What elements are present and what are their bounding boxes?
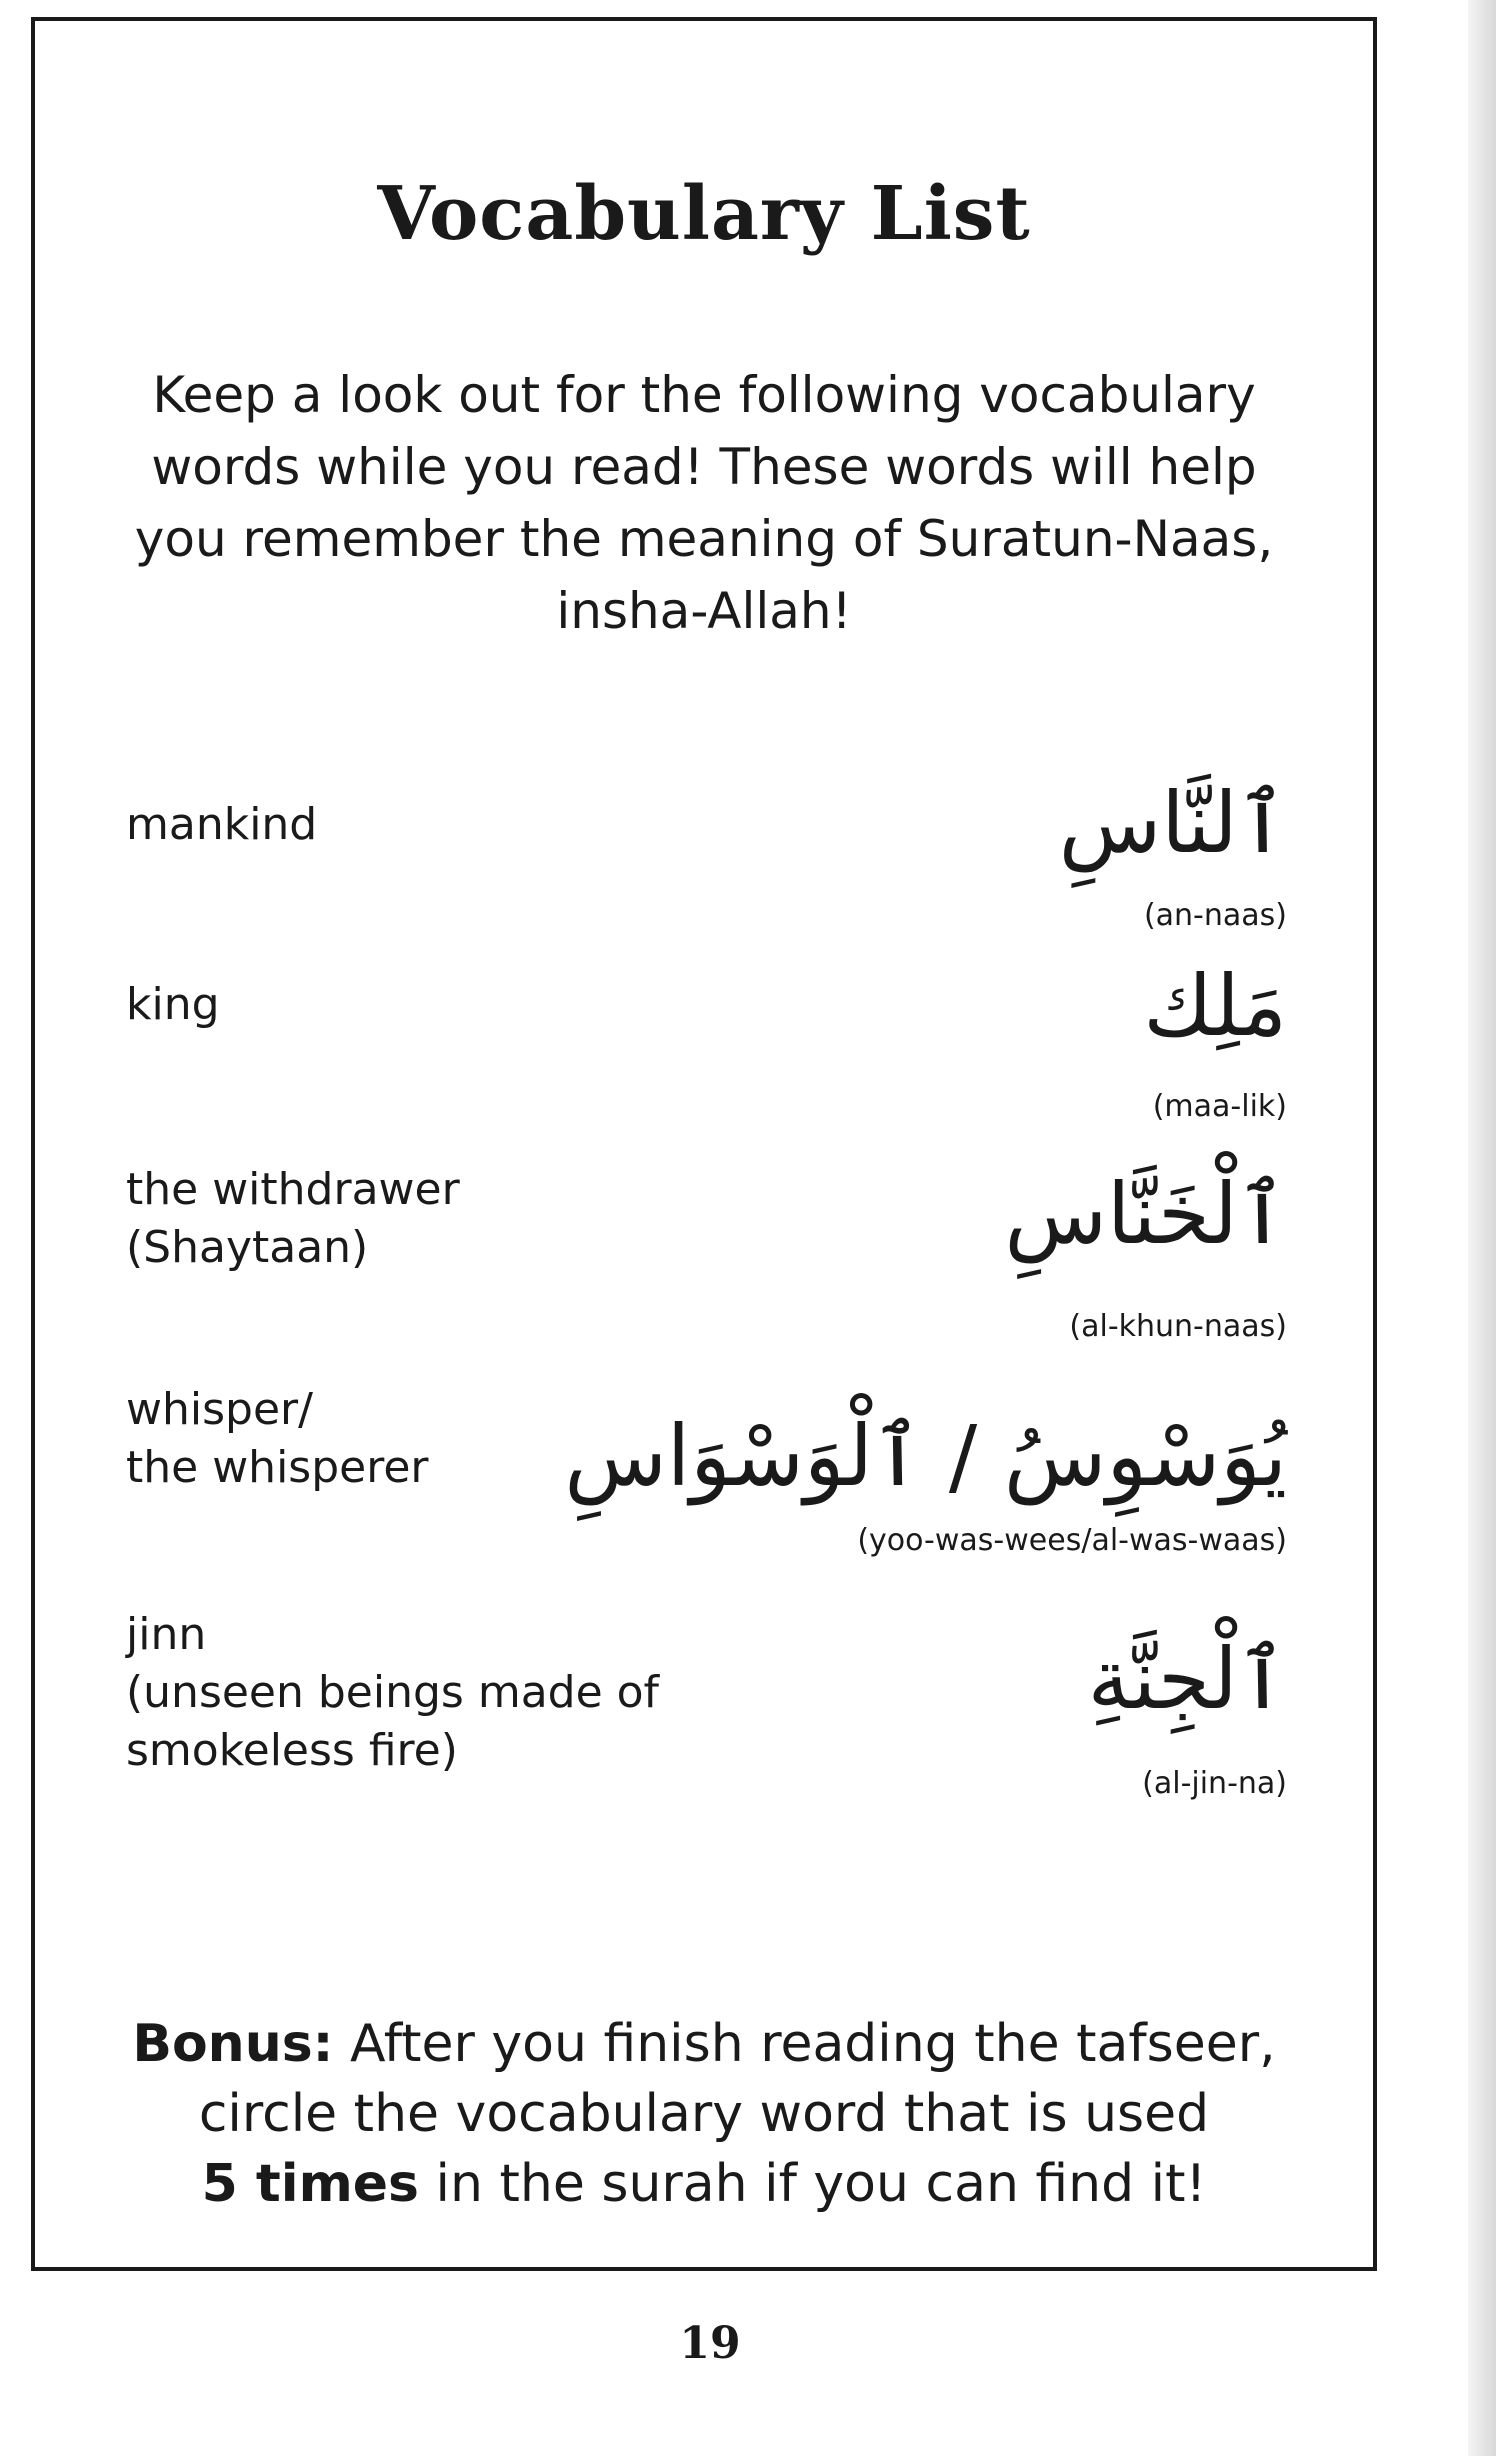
intro-line: Keep a look out for the following vocabulary — [152, 366, 1256, 424]
bonus-paragraph — [55, 2009, 1353, 2219]
page-edge-shadow — [1468, 0, 1496, 2456]
bonus-line-2: circle the vocabulary word that is used — [198, 2084, 1210, 2144]
vocab-transliteration-maa-lik: (maa-lik) — [1152, 1089, 1287, 1124]
bonus-emphasis: 5 times — [201, 2154, 420, 2214]
vocab-arabic-al-khun-naas: ٱلْخَنَّاسِ — [1004, 1165, 1287, 1263]
vocab-english-mankind — [126, 796, 746, 854]
intro-line: words while you read! These words will help — [151, 438, 1257, 496]
bonus-line-3: in the surah if you can find it! — [419, 2154, 1207, 2214]
page-title: Vocabulary List — [377, 171, 1031, 257]
vocab-arabic-al-jin-na: ٱلْجِنَّةِ — [1087, 1630, 1287, 1728]
vocab-transliteration-al-khun-naas: (al-khun-naas) — [1069, 1309, 1287, 1344]
intro-line: insha-Allah! — [556, 582, 852, 640]
vocab-english-king — [126, 976, 746, 1034]
vocab-english-line: smokeless fire) — [126, 1725, 458, 1776]
intro-paragraph — [55, 359, 1353, 647]
vocab-transliteration-an-naas: (an-naas) — [1143, 898, 1287, 933]
vocab-arabic-yuwaswisu-alwaswas: يُوَسْوِسُ / ٱلْوَسْوَاسِ — [564, 1407, 1287, 1505]
vocab-english-line: king — [126, 979, 220, 1030]
vocab-english-line: mankind — [126, 799, 318, 850]
vocab-arabic-an-naas: ٱلنَّاسِ — [1058, 774, 1287, 872]
vocab-transliteration-al-jin-na: (al-jin-na) — [1142, 1766, 1287, 1801]
vocab-english-line: jinn — [126, 1609, 207, 1660]
vocab-english-withdrawer — [126, 1161, 746, 1277]
vocab-english-line: the withdrawer — [126, 1164, 460, 1215]
vocab-english-line: (Shaytaan) — [126, 1222, 369, 1273]
vocab-english-jinn — [126, 1606, 746, 1780]
vocab-english-line: the whisperer — [126, 1442, 429, 1493]
intro-line: you remember the meaning of Suratun-Naas, — [134, 510, 1274, 568]
vocab-english-line: (unseen beings made of — [126, 1667, 660, 1718]
vocab-arabic-maa-lik: مَلِك — [1143, 957, 1287, 1055]
vocab-transliteration-yoo-was-wees: (yoo-was-wees/al-was-waas) — [857, 1523, 1287, 1558]
bonus-line-1: After you finish reading the tafseer, — [333, 2014, 1276, 2074]
bonus-label: Bonus: — [132, 2014, 334, 2074]
page-number: 19 — [679, 2318, 741, 2369]
page-frame — [31, 17, 1377, 2271]
vocab-english-line: whisper/ — [126, 1384, 313, 1435]
